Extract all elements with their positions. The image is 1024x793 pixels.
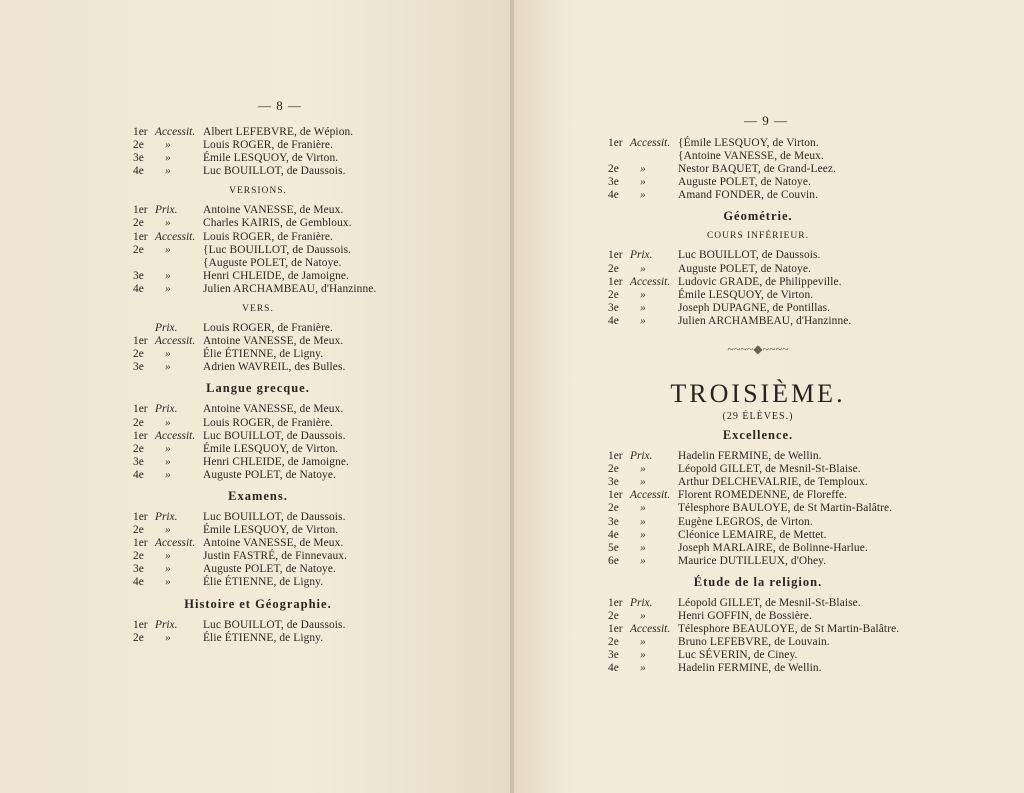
rank: 4e [133, 282, 144, 295]
list-item [608, 276, 908, 289]
award-label: » [165, 550, 171, 563]
rank: 3e [608, 301, 619, 314]
rank: 3e [133, 455, 144, 468]
list-item [133, 152, 383, 165]
list-block [608, 137, 908, 202]
student-name: Nestor BAQUET, de Grand-Leez. [678, 163, 836, 176]
rank: 1er [608, 450, 623, 463]
rank: 2e [133, 442, 144, 455]
rank: 1er [608, 489, 623, 502]
list-item [133, 563, 383, 576]
list-item [133, 348, 383, 361]
student-name: Florent ROMEDENNE, de Floreffe. [678, 489, 847, 502]
award-label: » [640, 463, 646, 476]
student-name: Émile LESQUOY, de Virton. [678, 288, 814, 301]
student-name: Auguste POLET, de Natoye. [203, 468, 336, 481]
rank: 3e [608, 176, 619, 189]
student-name: Hadelin FERMINE, de Wellin. [678, 450, 822, 463]
list-item [608, 555, 908, 568]
award-label: » [165, 563, 171, 576]
section-heading: Histoire et Géographie. [184, 596, 332, 611]
list-item [133, 126, 383, 139]
rank: 4e [608, 662, 619, 675]
list-block [608, 249, 908, 328]
list-item [133, 270, 383, 283]
rank: 3e [133, 152, 144, 165]
list-block [133, 126, 383, 178]
list-item [608, 150, 908, 163]
list-item [133, 524, 383, 537]
list-item [608, 163, 908, 176]
rank: 6e [608, 554, 619, 567]
list-item [133, 576, 383, 589]
section-subheading: COURS INFÉRIEUR. [706, 231, 810, 242]
rank: 2e [608, 288, 619, 301]
section-heading: Excellence. [722, 428, 794, 443]
student-name: Joseph DUPAGNE, de Pontillas. [678, 301, 831, 314]
student-name: Antoine VANESSE, de Meux. [203, 204, 344, 217]
student-name: Justin FASTRÉ, de Finnevaux. [203, 550, 348, 563]
student-name: Eugène LEGROS, de Virton. [678, 515, 813, 528]
list-item [608, 450, 908, 463]
rank: 1er [133, 429, 148, 442]
rank: 1er [608, 137, 623, 149]
list-item [133, 165, 383, 178]
student-name: Antoine VANESSE, de Meux. [203, 335, 344, 348]
rank: 4e [608, 189, 619, 202]
list-item [133, 403, 383, 416]
list-item [133, 231, 383, 244]
award-label: » [640, 189, 646, 202]
page-number: — 8 — [258, 98, 302, 113]
student-name: Auguste POLET, de Natoye. [203, 563, 336, 576]
student-name: Maurice DUTILLEUX, d'Ohey. [678, 554, 827, 567]
section-heading: Langue grecque. [206, 381, 310, 396]
rank: 1er [133, 126, 148, 138]
award-label: Prix. [155, 403, 178, 416]
list-item [608, 176, 908, 189]
rank: 1er [133, 230, 148, 243]
student-name: Hadelin FERMINE, de Wellin. [678, 662, 822, 675]
award-label: Accessit. [155, 537, 196, 550]
rank: 2e [133, 348, 144, 361]
page-number: — 9 — [744, 113, 788, 128]
award-label: » [640, 528, 646, 541]
rank: 2e [608, 502, 619, 515]
award-label: » [640, 262, 646, 275]
rank: 1er [608, 623, 623, 636]
student-name: Élie ÉTIENNE, de Ligny. [203, 348, 324, 361]
student-name: Julien ARCHAMBEAU, d'Hanzinne. [203, 282, 377, 295]
award-label: Accessit. [630, 137, 671, 149]
award-label: » [165, 139, 171, 152]
rank: 2e [133, 217, 144, 230]
rank: 1er [133, 537, 148, 550]
award-label: » [165, 455, 171, 468]
student-name: Charles KAIRIS, de Gembloux. [203, 217, 352, 230]
student-name: Luc BOUILLOT, de Daussois. [203, 165, 346, 178]
student-name: Léopold GILLET, de Mesnil-St-Blaise. [678, 463, 861, 476]
student-name: Bruno LEFEBVRE, de Louvain. [678, 636, 830, 649]
student-name: Ludovic GRADE, de Philippeville. [678, 275, 842, 288]
list-item [608, 649, 908, 662]
student-name: Émile LESQUOY, de Virton. [203, 442, 339, 455]
student-name: Émile LESQUOY, de Virton. [203, 152, 339, 165]
rank: 2e [133, 631, 144, 644]
rank: 5e [608, 541, 619, 554]
student-name: Élie ÉTIENNE, de Ligny. [203, 631, 324, 644]
student-name: Julien ARCHAMBEAU, d'Hanzinne. [678, 314, 852, 327]
list-item [133, 257, 383, 270]
list-block [608, 450, 908, 568]
section-heading: VERS. [242, 304, 274, 315]
award-label: » [165, 468, 171, 481]
award-label: Prix. [155, 204, 178, 217]
rank: 1er [133, 510, 148, 523]
award-label: » [640, 541, 646, 554]
list-item [608, 476, 908, 489]
rank: 4e [133, 468, 144, 481]
award-label: » [165, 269, 171, 282]
student-name: Luc BOUILLOT, de Daussois. [203, 429, 346, 442]
award-label: Prix. [155, 510, 178, 523]
award-label: Prix. [630, 450, 653, 463]
award-label: Accessit. [155, 230, 196, 243]
award-label: Prix. [155, 322, 178, 335]
student-name: Amand FONDER, de Couvin. [678, 189, 819, 202]
award-label: » [165, 631, 171, 644]
rank: 2e [133, 416, 144, 429]
section-heading: Examens. [228, 488, 288, 503]
student-name: Élie ÉTIENNE, de Ligny. [203, 576, 324, 589]
student-name: Henri CHLEIDE, de Jamoigne. [203, 269, 349, 282]
list-block [608, 597, 908, 676]
student-name: Cléonice LEMAIRE, de Mettet. [678, 528, 827, 541]
list-item [133, 430, 383, 443]
rank: 4e [608, 314, 619, 327]
rank: 3e [133, 563, 144, 576]
list-item [133, 632, 383, 645]
list-item [608, 263, 908, 276]
rank: 2e [608, 636, 619, 649]
list-block [133, 619, 383, 645]
list-item [608, 610, 908, 623]
rank: 2e [608, 262, 619, 275]
rank: 1er [133, 403, 148, 416]
list-item [133, 511, 383, 524]
award-label: » [640, 176, 646, 189]
award-label: » [165, 282, 171, 295]
student-name: Louis ROGER, de Franière. [203, 416, 333, 429]
award-label: » [640, 288, 646, 301]
award-label: Prix. [155, 618, 178, 631]
award-label: Accessit. [155, 126, 196, 138]
student-name: Auguste POLET, de Natoye. [678, 176, 811, 189]
rank: 1er [608, 249, 623, 262]
rank: 1er [608, 275, 623, 288]
award-label: » [165, 361, 171, 374]
list-item [608, 302, 908, 315]
student-name: Télesphore BAULOYE, de St Martin-Balâtre. [678, 502, 893, 515]
student-name: Antoine VANESSE, de Meux. [203, 403, 344, 416]
list-item [608, 489, 908, 502]
award-label: » [165, 165, 171, 178]
rank: 3e [608, 476, 619, 489]
list-block [133, 511, 383, 590]
student-name: Luc BOUILLOT, de Daussois. [203, 510, 346, 523]
student-name: Henri GOFFIN, de Bossière. [678, 609, 812, 622]
list-item [133, 619, 383, 632]
list-item [133, 283, 383, 296]
award-label: » [165, 243, 171, 256]
award-label: Accessit. [630, 489, 671, 502]
list-item [608, 516, 908, 529]
section-heading: VERSIONS. [229, 186, 287, 197]
award-label: » [640, 301, 646, 314]
list-item [608, 529, 908, 542]
award-label: » [640, 314, 646, 327]
list-item [133, 456, 383, 469]
student-name: Luc BOUILLOT, de Daussois. [203, 618, 346, 631]
list-item [133, 322, 383, 335]
rank: 4e [133, 165, 144, 178]
student-name: {Luc BOUILLOT, de Daussois. [203, 243, 352, 256]
rank: 3e [608, 515, 619, 528]
award-label: » [640, 163, 646, 176]
award-label: » [165, 524, 171, 537]
student-name: Louis ROGER, de Franière. [203, 322, 333, 335]
list-item [133, 244, 383, 257]
rank: 2e [133, 550, 144, 563]
student-name: Joseph MARLAIRE, de Bolinne-Harlue. [678, 541, 868, 554]
list-item [608, 463, 908, 476]
award-label: » [165, 348, 171, 361]
student-count: (29 ÉLÈVES.) [722, 411, 794, 423]
class-title: TROISIÈME. [670, 379, 846, 409]
award-label: Accessit. [155, 335, 196, 348]
student-name: {Auguste POLET, de Natoye. [203, 256, 342, 269]
student-name: Adrien WAVREIL, des Bulles. [203, 361, 346, 374]
award-label: » [640, 662, 646, 675]
rank: 4e [608, 528, 619, 541]
list-item [133, 550, 383, 563]
student-name: Henri CHLEIDE, de Jamoigne. [203, 455, 349, 468]
ornament-divider: ~~~~◆~~~~ [727, 342, 789, 357]
student-name: Arthur DELCHEVALRIE, de Temploux. [678, 476, 868, 489]
list-item [608, 542, 908, 555]
list-item [608, 249, 908, 262]
list-item [133, 417, 383, 430]
list-block [133, 403, 383, 482]
rank: 1er [608, 596, 623, 609]
student-name: Albert LEFEBVRE, de Wépion. [203, 126, 354, 138]
rank: 3e [608, 649, 619, 662]
list-item [608, 315, 908, 328]
student-name: Louis ROGER, de Franière. [203, 230, 333, 243]
award-label: » [165, 152, 171, 165]
student-name: Antoine VANESSE, de Meux. [203, 537, 344, 550]
list-item [133, 217, 383, 230]
list-item [608, 636, 908, 649]
list-item [608, 597, 908, 610]
list-item [608, 502, 908, 515]
award-label: » [165, 217, 171, 230]
student-name: {Émile LESQUOY, de Virton. [678, 137, 819, 149]
student-name: Télesphore BEAULOYE, de St Martin-Balâtre. [678, 623, 900, 636]
rank: 1er [133, 618, 148, 631]
list-block [133, 322, 383, 374]
right-page-content [608, 137, 908, 675]
list-item [133, 204, 383, 217]
list-item [133, 443, 383, 456]
rank: 1er [133, 204, 148, 217]
list-item [608, 189, 908, 202]
award-label: » [640, 609, 646, 622]
rank: 2e [133, 524, 144, 537]
student-name: Émile LESQUOY, de Virton. [203, 524, 339, 537]
award-label: » [640, 502, 646, 515]
list-item [608, 662, 908, 675]
student-name: Louis ROGER, de Franière. [203, 139, 333, 152]
award-label: Prix. [630, 249, 653, 262]
rank: 4e [133, 576, 144, 589]
award-label: Prix. [630, 596, 653, 609]
rank: 2e [608, 163, 619, 176]
student-name: Luc SÉVERIN, de Ciney. [678, 649, 798, 662]
rank: 3e [133, 361, 144, 374]
rank: 3e [133, 269, 144, 282]
award-label: Accessit. [630, 275, 671, 288]
list-item [608, 623, 908, 636]
section-heading: Étude de la religion. [693, 574, 823, 589]
rank: 2e [608, 463, 619, 476]
list-item [133, 335, 383, 348]
list-item [133, 469, 383, 482]
award-label: » [165, 416, 171, 429]
award-label: » [640, 649, 646, 662]
list-item [133, 361, 383, 374]
student-name: Léopold GILLET, de Mesnil-St-Blaise. [678, 596, 861, 609]
list-item [608, 289, 908, 302]
rank: 2e [133, 243, 144, 256]
student-name: Auguste POLET, de Natoye. [678, 262, 811, 275]
rank: 2e [608, 609, 619, 622]
list-item [608, 137, 908, 150]
section-heading: Géométrie. [723, 209, 793, 224]
award-label: Accessit. [630, 623, 671, 636]
rank: 1er [133, 335, 148, 348]
left-page-content [133, 126, 383, 645]
list-block [133, 204, 383, 296]
award-label: » [165, 442, 171, 455]
award-label: Accessit. [155, 429, 196, 442]
award-label: » [640, 476, 646, 489]
list-item [133, 537, 383, 550]
student-name: {Antoine VANESSE, de Meux. [678, 150, 824, 163]
award-label: » [640, 554, 646, 567]
student-name: Luc BOUILLOT, de Daussois. [678, 249, 821, 262]
award-label: » [640, 636, 646, 649]
list-item [133, 139, 383, 152]
award-label: » [640, 515, 646, 528]
award-label: » [165, 576, 171, 589]
rank: 2e [133, 139, 144, 152]
